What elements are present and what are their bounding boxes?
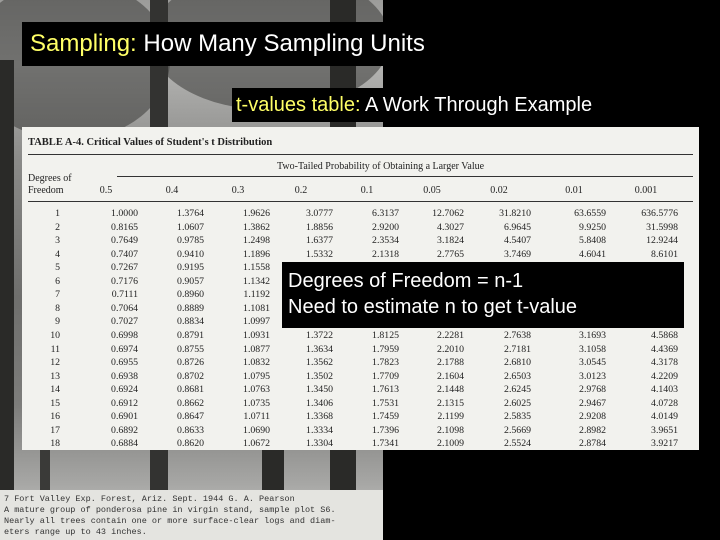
t-value-cell: 0.7064 (111, 302, 138, 314)
t-value-cell: 0.8681 (177, 384, 204, 396)
t-value-cell: 4.3178 (651, 357, 678, 369)
t-value-cell: 2.1604 (437, 370, 464, 382)
t-value-cell: 2.6810 (504, 357, 531, 369)
df-cell: 17 (50, 424, 60, 436)
df-cell: 1 (55, 208, 60, 219)
t-value-cell: 0.6938 (111, 370, 138, 382)
t-value-cell: 1.8856 (306, 221, 333, 233)
df-cell: 16 (50, 411, 60, 423)
t-value-cell: 1.0607 (177, 221, 204, 233)
df-cell: 3 (55, 235, 60, 247)
t-value-cell: 9.9250 (579, 221, 606, 233)
photo-tree-trunk (0, 60, 14, 490)
t-value-cell: 1.3406 (306, 397, 333, 409)
t-value-cell: 0.6912 (111, 397, 138, 409)
t-value-cell: 2.9467 (579, 397, 606, 409)
t-value-cell: 2.1318 (372, 248, 399, 260)
t-value-cell: 2.1448 (437, 384, 464, 396)
t-value-cell: 2.1199 (437, 411, 464, 423)
t-value-cell: 1.7459 (372, 411, 399, 423)
caption-line: eters range up to 43 inches. (4, 527, 147, 537)
t-value-cell: 1.7341 (372, 438, 399, 450)
t-value-cell: 1.7823 (372, 357, 399, 369)
t-value-cell: 2.8982 (579, 424, 606, 436)
t-value-cell: 0.6884 (111, 438, 138, 450)
column-header: 0.3 (231, 185, 245, 196)
t-value-cell: 1.3862 (243, 221, 270, 233)
t-value-cell: 4.4369 (651, 343, 678, 355)
t-value-cell: 4.0149 (651, 411, 678, 423)
df-cell: 2 (55, 221, 60, 233)
t-value-cell: 3.1693 (579, 329, 606, 341)
column-header: 0.01 (565, 185, 583, 196)
t-value-cell: 0.8726 (177, 357, 204, 369)
df-cell: 11 (50, 343, 60, 355)
t-value-cell: 0.6974 (111, 343, 138, 355)
t-value-cell: 0.8889 (177, 302, 204, 314)
column-header: 0.05 (423, 185, 441, 196)
t-value-cell: 0.7027 (111, 316, 138, 328)
t-value-cell: 0.6924 (111, 384, 138, 396)
t-value-cell: 4.1403 (651, 384, 678, 396)
t-value-cell: 8.6101 (651, 248, 678, 260)
t-value-cell: 3.9217 (651, 438, 678, 450)
t-value-cell: 1.1192 (243, 289, 270, 301)
t-value-cell: 2.7181 (504, 343, 531, 355)
t-value-cell: 1.3368 (306, 411, 333, 423)
t-value-cell: 2.8784 (579, 438, 606, 450)
t-value-cell: 3.0123 (579, 370, 606, 382)
t-value-cell: 2.7638 (504, 329, 531, 341)
t-value-cell: 2.6245 (504, 384, 531, 396)
t-value-cell: 0.8165 (111, 221, 138, 233)
column-header: 0.4 (165, 185, 179, 196)
t-value-cell: 2.5524 (504, 438, 531, 450)
t-value-cell: 1.1081 (243, 302, 270, 314)
t-value-cell: 3.0545 (579, 357, 606, 369)
t-value-cell: 0.6955 (111, 357, 138, 369)
t-value-cell: 636.5776 (641, 208, 678, 219)
t-value-cell: 2.7765 (437, 248, 464, 260)
df-cell: 15 (50, 397, 60, 409)
t-value-cell: 0.8633 (177, 424, 204, 436)
t-value-cell: 0.7267 (111, 262, 138, 274)
t-value-cell: 1.0997 (243, 316, 270, 328)
t-value-cell: 0.9057 (177, 275, 204, 287)
t-value-cell: 1.0735 (243, 397, 270, 409)
slide-subtitle-text: A Work Through Example (360, 93, 593, 116)
df-cell: 18 (50, 438, 60, 450)
t-value-cell: 0.7407 (111, 248, 138, 260)
t-value-cell: 4.3027 (437, 221, 464, 233)
t-value-cell: 1.3502 (306, 370, 333, 382)
column-header: 0.5 (99, 185, 113, 196)
t-value-cell: 2.6025 (504, 397, 531, 409)
t-value-cell: 1.0832 (243, 357, 270, 369)
column-header: 0.2 (294, 185, 308, 196)
slide-subtitle (232, 88, 672, 122)
t-value-cell: 0.7176 (111, 275, 138, 287)
t-value-cell: 2.6503 (504, 370, 531, 382)
t-value-cell: 0.7649 (111, 235, 138, 247)
t-value-cell: 0.6901 (111, 411, 138, 423)
t-value-cell: 4.0728 (651, 397, 678, 409)
table-group-header: Two-Tailed Probability of Obtaining a Larger Value (277, 161, 485, 172)
t-value-cell: 2.3534 (372, 235, 399, 247)
t-value-cell: 1.3722 (306, 329, 333, 341)
t-value-cell: 1.0000 (111, 208, 138, 219)
slide-title-text: How Many Sampling Units (136, 30, 425, 57)
degrees-of-freedom-note (282, 262, 684, 328)
column-header: 0.001 (634, 185, 658, 196)
t-value-cell: 0.8755 (177, 343, 204, 355)
t-value-cell: 63.6559 (574, 208, 606, 219)
t-value-cell: 1.0672 (243, 438, 270, 450)
t-value-cell: 0.8662 (177, 397, 204, 409)
caption-line: A mature group of ponderosa pine in virgin stand, sample plot S6. (4, 505, 336, 515)
table-rule (117, 176, 693, 177)
t-value-cell: 12.9244 (646, 235, 678, 247)
df-cell: 9 (55, 316, 60, 328)
t-value-cell: 4.5407 (504, 235, 531, 247)
t-value-cell: 3.0777 (306, 208, 333, 219)
t-value-cell: 6.3137 (372, 208, 399, 219)
t-value-cell: 2.9200 (372, 221, 399, 233)
t-value-cell: 0.6998 (111, 329, 138, 341)
t-value-cell: 31.8210 (499, 208, 531, 219)
t-value-cell: 2.2010 (437, 343, 464, 355)
df-cell: 12 (50, 357, 60, 369)
t-value-cell: 2.9768 (579, 384, 606, 396)
t-value-cell: 4.6041 (579, 248, 606, 260)
t-value-cell: 1.6377 (306, 235, 333, 247)
table-title: TABLE A-4. Critical Values of Student's t Distribution (28, 137, 273, 148)
t-value-cell: 1.2498 (243, 235, 270, 247)
t-value-cell: 2.5669 (504, 424, 531, 436)
t-value-cell: 2.2281 (437, 329, 464, 341)
t-value-cell: 0.8834 (177, 316, 204, 328)
t-value-cell: 2.1098 (437, 424, 464, 436)
t-value-cell: 1.7959 (372, 343, 399, 355)
dof-header-line2: Freedom (28, 185, 64, 196)
t-value-cell: 2.1009 (437, 438, 464, 450)
t-value-cell: 1.3450 (306, 384, 333, 396)
t-value-cell: 0.9195 (177, 262, 204, 274)
column-header: 0.02 (490, 185, 508, 196)
t-value-cell: 2.9208 (579, 411, 606, 423)
t-value-cell: 1.1896 (243, 248, 270, 260)
photo-foliage (0, 0, 170, 140)
column-header: 0.1 (360, 185, 374, 196)
df-cell: 8 (55, 302, 60, 314)
t-value-cell: 1.3634 (306, 343, 333, 355)
t-value-cell: 1.8125 (372, 329, 399, 341)
t-value-cell: 1.1558 (243, 262, 270, 274)
t-value-cell: 4.2209 (651, 370, 678, 382)
t-value-cell: 1.3562 (306, 357, 333, 369)
t-value-cell: 1.7709 (372, 370, 399, 382)
slide-subtitle-prefix: t-values table: (236, 93, 361, 116)
t-value-cell: 3.1824 (437, 235, 464, 247)
caption-line: Nearly all trees contain one or more surface-clear logs and diam- (4, 516, 336, 526)
t-value-cell: 2.5835 (504, 411, 531, 423)
t-value-cell: 1.3334 (306, 424, 333, 436)
t-value-cell: 1.3304 (306, 438, 333, 450)
t-value-cell: 3.7469 (504, 248, 531, 260)
caption-line: 7 Fort Valley Exp. Forest, Ariz. Sept. 1944 G. A. Pearson (4, 494, 295, 504)
t-value-cell: 1.7396 (372, 424, 399, 436)
t-value-cell: 0.6892 (111, 424, 138, 436)
t-value-cell: 1.9626 (243, 208, 270, 219)
t-value-cell: 1.5332 (306, 248, 333, 260)
df-cell: 10 (50, 329, 60, 341)
df-cell: 4 (55, 248, 60, 260)
t-value-cell: 2.1315 (437, 397, 464, 409)
t-value-cell: 1.0795 (243, 370, 270, 382)
table-rule (28, 154, 693, 155)
t-value-cell: 0.8702 (177, 370, 204, 382)
t-value-cell: 3.1058 (579, 343, 606, 355)
t-value-cell: 0.9410 (177, 248, 204, 260)
dof-header (28, 173, 72, 197)
photo-caption (0, 490, 383, 540)
t-value-cell: 12.7062 (432, 208, 464, 219)
t-value-cell: 1.0877 (243, 343, 270, 355)
df-cell: 14 (50, 384, 60, 396)
t-value-cell: 1.0690 (243, 424, 270, 436)
t-value-cell: 1.0763 (243, 384, 270, 396)
t-value-cell: 2.1788 (437, 357, 464, 369)
note-line-1: Degrees of Freedom = n-1 (288, 270, 524, 292)
t-value-cell: 0.8791 (177, 329, 204, 341)
slide-title (22, 22, 425, 66)
t-value-cell: 0.8620 (177, 438, 204, 450)
t-value-cell: 3.9651 (651, 424, 678, 436)
t-value-cell: 1.0711 (243, 411, 270, 423)
t-value-cell: 0.8647 (177, 411, 204, 423)
t-value-cell: 0.9785 (177, 235, 204, 247)
t-value-cell: 1.1342 (243, 275, 270, 287)
df-cell: 5 (55, 262, 60, 274)
table-rule (28, 201, 693, 202)
df-cell: 13 (50, 370, 60, 382)
dof-header-line1: Degrees of (28, 173, 72, 184)
t-value-cell: 0.8960 (177, 289, 204, 301)
note-line-2: Need to estimate n to get t-value (288, 296, 578, 318)
t-value-cell: 1.0931 (243, 329, 270, 341)
df-cell: 7 (55, 289, 60, 301)
t-value-cell: 1.3764 (177, 208, 204, 219)
t-value-cell: 0.7111 (111, 289, 138, 301)
t-value-cell: 1.7531 (372, 397, 399, 409)
t-value-cell: 6.9645 (504, 221, 531, 233)
t-value-cell: 1.7613 (372, 384, 399, 396)
t-value-cell: 4.5868 (651, 329, 678, 341)
df-cell: 6 (55, 275, 60, 287)
t-value-cell: 5.8408 (579, 235, 606, 247)
slide-title-prefix: Sampling: (30, 30, 137, 57)
t-value-cell: 31.5998 (646, 221, 678, 233)
